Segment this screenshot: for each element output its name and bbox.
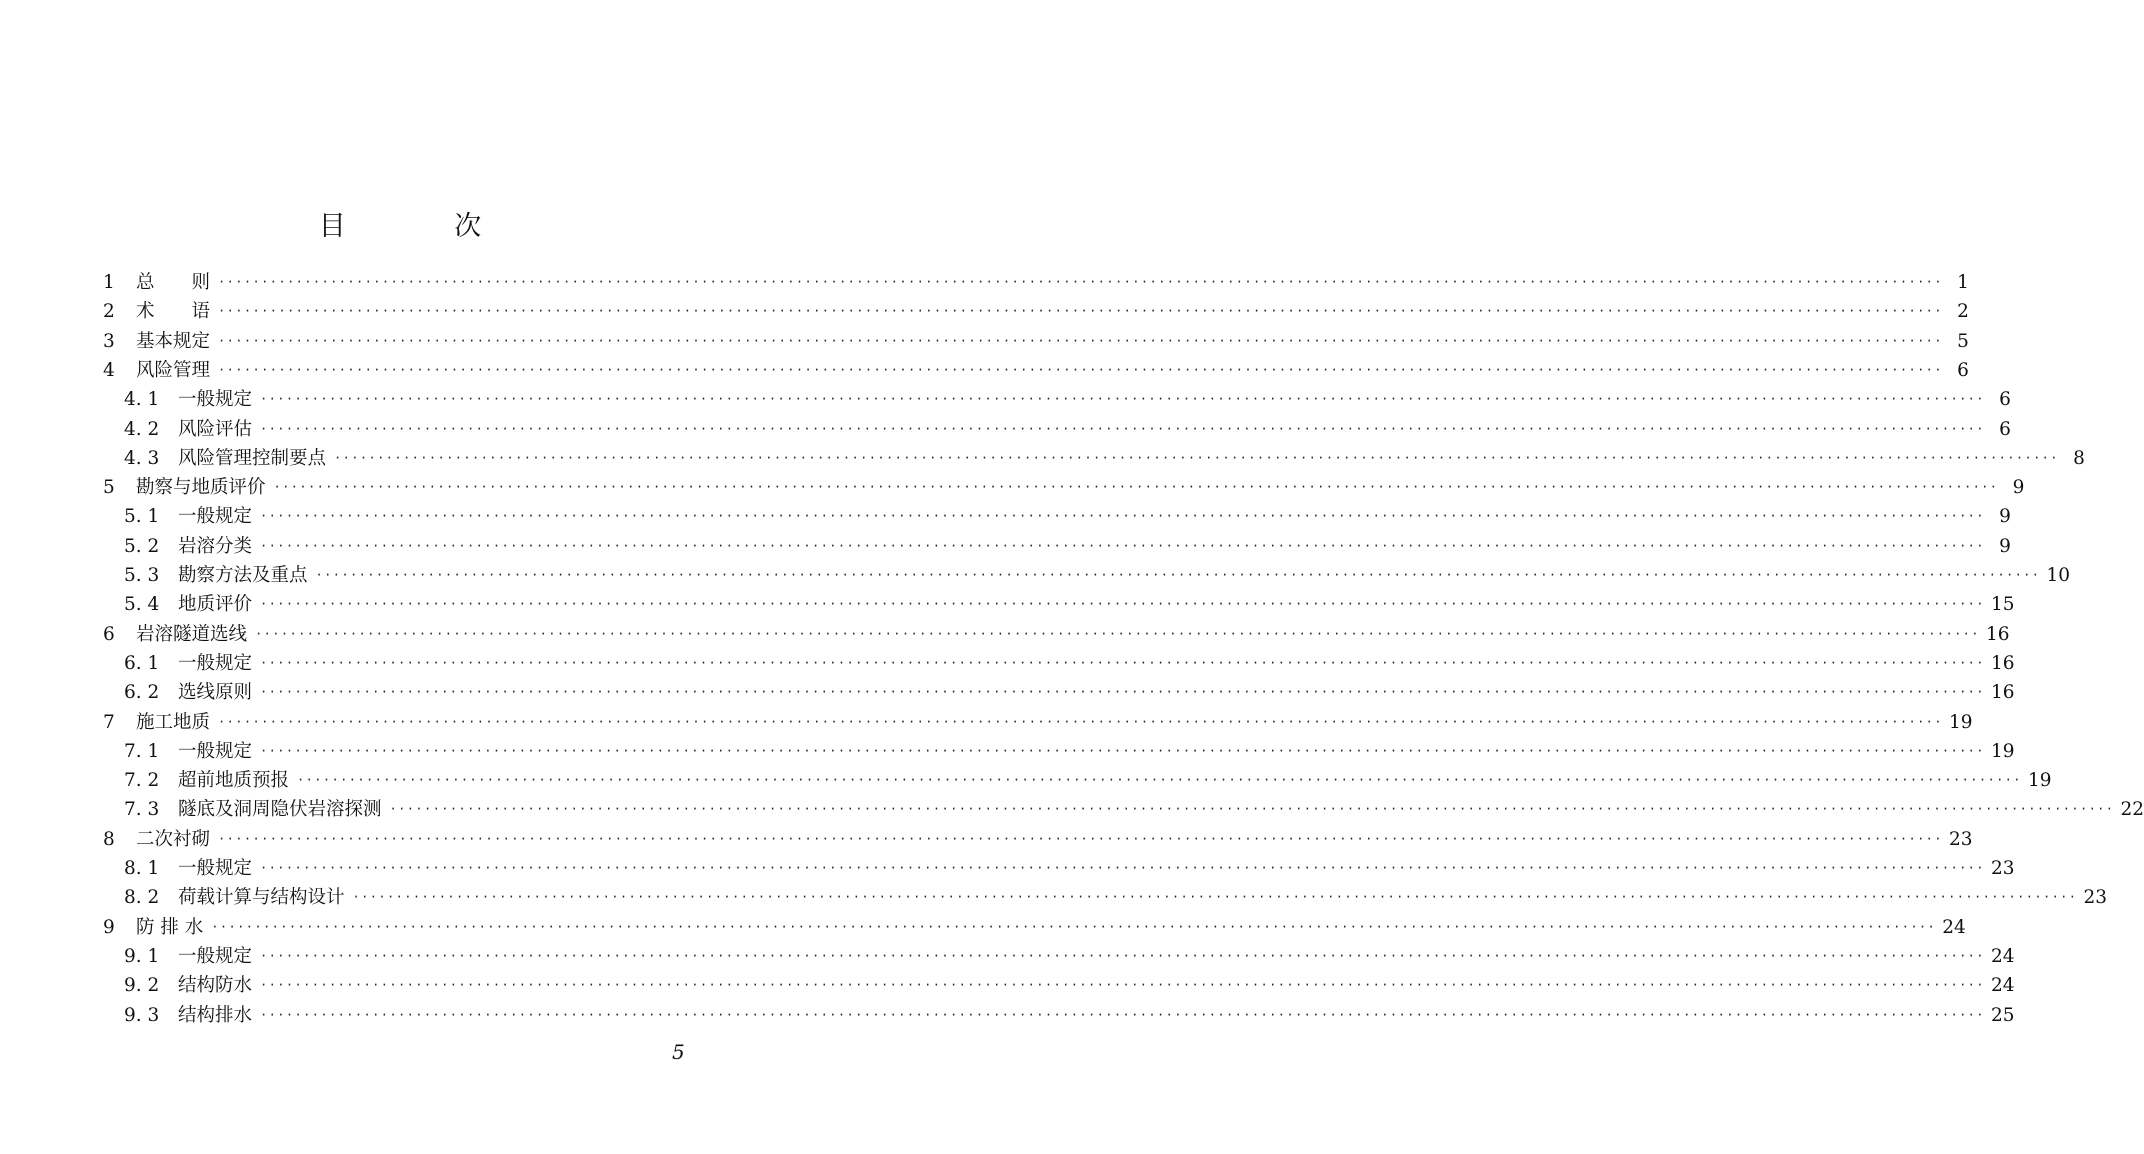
- toc-entry-label: 超前地质预报: [178, 770, 290, 792]
- toc-entry-page: 9: [2012, 477, 2025, 499]
- page-number: 5: [672, 1040, 685, 1064]
- toc-entry[interactable]: [0, 268, 1969, 297]
- dot-leader: ········································································································································································································: [352, 890, 2078, 905]
- dot-leader: ········································································································································································································: [218, 333, 1943, 348]
- toc-entry[interactable]: [0, 385, 2011, 414]
- toc-entry[interactable]: [0, 737, 2015, 766]
- toc-entry-number: 7. 3: [124, 799, 160, 821]
- toc-entry-number: 4: [103, 359, 115, 381]
- dot-leader: ········································································································································································································: [260, 743, 1985, 758]
- toc-entry[interactable]: [0, 620, 2010, 649]
- dot-leader: ········································································································································································································: [218, 362, 1943, 377]
- toc-entry-number: 2: [103, 301, 115, 323]
- toc-entry-page: 22: [2120, 799, 2144, 821]
- toc-entry-label: 一般规定: [178, 506, 253, 528]
- toc-entry-label: 一般规定: [178, 740, 253, 762]
- toc-entry-number: 5: [103, 477, 115, 499]
- page-title: 目 次: [318, 211, 532, 242]
- toc-entry-page: 1: [1957, 272, 1969, 293]
- toc-entry[interactable]: [0, 590, 2015, 619]
- toc-entry[interactable]: [0, 356, 1969, 385]
- dot-leader: ········································································································································································································: [260, 597, 1985, 612]
- toc-entry[interactable]: [0, 502, 2011, 531]
- toc-entry-number: 7: [103, 711, 115, 733]
- toc-entry[interactable]: [0, 795, 2144, 824]
- dot-leader: ········································································································································································································: [260, 978, 1985, 993]
- toc-entry[interactable]: [0, 942, 2015, 971]
- toc-entry-label: 选线原则: [178, 682, 253, 704]
- toc-entry-number: 4. 3: [124, 447, 160, 469]
- dot-leader: ········································································································································································································: [297, 773, 2022, 788]
- toc-entry-label: 风险管理控制要点: [178, 447, 327, 469]
- toc-entry-label: 一般规定: [178, 945, 253, 967]
- toc-entry-label: 地质评价: [178, 594, 253, 616]
- toc-entry[interactable]: [0, 473, 2025, 502]
- toc-entry-page: 5: [1957, 330, 1969, 352]
- toc-entry-label: 岩溶隧道选线: [136, 623, 248, 645]
- dot-leader: ········································································································································································································: [260, 421, 1985, 436]
- dot-leader: ········································································································································································································: [260, 948, 1985, 963]
- toc-entry-label: 荷载计算与结构设计: [178, 887, 345, 909]
- toc-entry-page: 19: [1990, 740, 2015, 762]
- toc-entry-number: 9. 2: [124, 975, 160, 997]
- toc-entry-number: 8. 1: [124, 858, 160, 879]
- toc-entry[interactable]: [0, 678, 2015, 707]
- toc-entry-number: 5. 1: [124, 506, 160, 528]
- toc-entry-number: 4. 1: [124, 389, 160, 411]
- toc-entry-label: 结构防水: [178, 975, 253, 997]
- toc-entry[interactable]: [0, 913, 1966, 942]
- toc-entry[interactable]: [0, 883, 2107, 912]
- toc-entry-number: 7. 2: [124, 770, 160, 792]
- toc-entry-page: 6: [1999, 418, 2011, 440]
- toc-entry-number: 4. 2: [124, 418, 160, 440]
- toc-entry-page: 9: [1999, 506, 2011, 528]
- toc-entry[interactable]: [0, 327, 1969, 356]
- toc-entry-page: 6: [1999, 389, 2011, 411]
- toc-entry-label: 结构排水: [178, 1004, 253, 1026]
- dot-leader: ········································································································································································································: [260, 509, 1985, 524]
- toc-entry-label: 二次衬砌: [136, 828, 211, 850]
- dot-leader: ········································································································································································································: [211, 919, 1937, 934]
- toc-entry-page: 24: [1990, 945, 2015, 967]
- dot-leader: ········································································································································································································: [260, 1007, 1985, 1022]
- toc-entry-label: 勘察与地质评价: [136, 477, 266, 499]
- toc-entry-label: 一般规定: [178, 652, 253, 674]
- toc-entry-number: 9. 1: [124, 945, 160, 967]
- dot-leader: ········································································································································································································: [218, 304, 1943, 319]
- toc-entry-number: 1: [103, 272, 115, 293]
- dot-leader: ········································································································································································································: [260, 861, 1985, 875]
- toc-entry-label: 勘察方法及重点: [178, 565, 308, 586]
- toc-entry-page: 24: [1942, 916, 1966, 938]
- toc-entry-page: 23: [1948, 828, 1973, 850]
- toc-entry[interactable]: [0, 415, 2011, 444]
- toc-entry[interactable]: [0, 297, 1969, 326]
- toc-entry-label: 隧底及洞周隐伏岩溶探测: [178, 799, 382, 821]
- toc-entry-number: 3: [103, 330, 115, 352]
- toc-entry-label: 基本规定: [136, 330, 211, 352]
- toc-entry-page: 15: [1990, 594, 2015, 616]
- toc-entry-label: 总 则: [136, 272, 211, 293]
- toc-entry[interactable]: [0, 708, 1973, 737]
- toc-entry-label: 风险评估: [178, 418, 253, 440]
- toc-entry[interactable]: [0, 561, 2070, 590]
- dot-leader: ········································································································································································································: [260, 392, 1985, 407]
- toc-entry-number: 8: [103, 828, 115, 850]
- toc-entry-label: 一般规定: [178, 858, 253, 879]
- toc-entry[interactable]: [0, 532, 2011, 561]
- toc-entry-page: 2: [1957, 301, 1969, 323]
- toc-entry-number: 6. 2: [124, 682, 160, 704]
- toc-entry[interactable]: [0, 825, 1973, 854]
- toc-entry-label: 防 排 水: [136, 916, 204, 938]
- toc-entry-number: 8. 2: [124, 887, 160, 909]
- toc-entry-page: 9: [1999, 535, 2011, 557]
- dot-leader: ········································································································································································································: [273, 480, 1999, 495]
- dot-leader: ········································································································································································································: [389, 802, 2115, 817]
- toc-entry[interactable]: [0, 444, 2085, 473]
- dot-leader: ········································································································································································································: [334, 450, 2059, 465]
- toc-entry-page: 24: [1990, 975, 2015, 997]
- toc-entry-page: 23: [1990, 858, 2015, 879]
- toc-entry[interactable]: [0, 1001, 2015, 1030]
- toc-entry-page: 23: [2083, 887, 2107, 909]
- toc-entry-label: 一般规定: [178, 389, 253, 411]
- toc-entry-page: 16: [1990, 652, 2015, 674]
- toc-entry-number: 7. 1: [124, 740, 160, 762]
- toc-entry-number: 9. 3: [124, 1004, 160, 1026]
- toc-entry-number: 6: [103, 623, 115, 645]
- toc-entry-page: 10: [2046, 565, 2070, 586]
- toc-entry-page: 16: [1985, 623, 2010, 645]
- toc-entry-page: 16: [1990, 682, 2015, 704]
- dot-leader: ········································································································································································································: [260, 655, 1985, 670]
- toc-entry-number: 5. 2: [124, 535, 160, 557]
- toc-entry-label: 施工地质: [136, 711, 211, 733]
- toc-entry-number: 5. 3: [124, 565, 160, 586]
- dot-leader: ········································································································································································································: [315, 568, 2041, 582]
- toc-entry[interactable]: [0, 971, 2015, 1000]
- toc-entry-number: 5. 4: [124, 594, 160, 616]
- dot-leader: ········································································································································································································: [260, 685, 1985, 700]
- toc-entry[interactable]: [0, 854, 2015, 883]
- dot-leader: ········································································································································································································: [218, 275, 1943, 289]
- dot-leader: ········································································································································································································: [260, 538, 1985, 553]
- toc-entry-page: 19: [2027, 770, 2052, 792]
- toc-entry-page: 25: [1990, 1004, 2015, 1026]
- toc-entry-page: 6: [1957, 359, 1969, 381]
- dot-leader: ········································································································································································································: [218, 831, 1943, 846]
- dot-leader: ········································································································································································································: [218, 714, 1943, 729]
- toc-entry-page: 8: [2073, 447, 2085, 469]
- toc-entry-number: 6. 1: [124, 652, 160, 674]
- toc-entry-label: 术 语: [136, 301, 211, 323]
- toc-entry-page: 19: [1948, 711, 1973, 733]
- toc-entry-label: 风险管理: [136, 359, 211, 381]
- toc-entry[interactable]: [0, 766, 2052, 795]
- toc-entry-label: 岩溶分类: [178, 535, 253, 557]
- toc-entry-number: 9: [103, 916, 115, 938]
- toc-entry[interactable]: [0, 649, 2015, 678]
- dot-leader: ········································································································································································································: [255, 626, 1980, 641]
